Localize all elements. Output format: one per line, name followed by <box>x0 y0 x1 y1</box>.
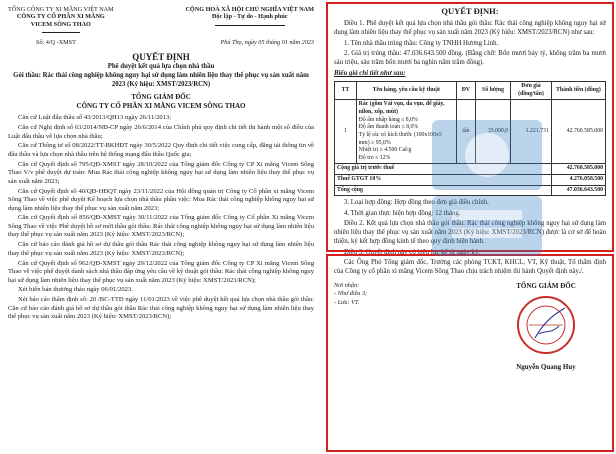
cell-qty: 35.000,0 <box>475 100 510 164</box>
spec-line: Tỷ lệ rác có kích thước (100x100x5 mm) ≥ 95,0% <box>358 131 442 146</box>
basis-paragraph: Xét biên bản thương thảo ngày 06/01/2023. <box>18 286 133 294</box>
col-name: Tên hàng, yêu cầu kỹ thuật <box>356 82 456 100</box>
recipients-title: Nơi nhận: <box>334 282 360 290</box>
recipient-item: - Như điều 3; <box>334 290 368 298</box>
basis-paragraph: Căn cứ Luật đấu thầu số 43/2013/QH13 ngày 26/11/2013; <box>18 114 172 122</box>
spec-line: Nhiệt trị ≥ 4.500 Cal/g <box>358 147 412 154</box>
decision-title: QUYẾT ĐỊNH <box>132 51 190 62</box>
issuer-company: CÔNG TY CỔ PHẦN XI MĂNG VICEM SÔNG THAO <box>76 102 246 111</box>
company-name: CÔNG TY CỔ PHẦN XI MĂNG <box>16 13 105 21</box>
basis-paragraph: Căn cứ Thông tư số 08/2022/TT-BKHĐT ngày 30/5/2022 Quy định chi tiết việc cung cấp, đăng tải thông tin về đấu thầu và lựa chọn nhà thầu trên hệ thống mạng đấu thầu Quốc gia; <box>8 142 314 158</box>
subtotal-value: 42.760.585.000 <box>551 164 605 175</box>
decision-subtitle: Phê duyệt kết quả lựa chọn nhà thầu <box>107 63 215 71</box>
article-2: Điều 2. Kết quả lựa chọn nhà thầu gói thầu: Rác thải công nghiệp không nguy hại sử dụng làm nhiên liệu thay thế phục vụ sản xuất năm 2023 (Ký hiệu: XMST/2023/RCN) được là cơ sở để hoàn thiện, ký kết hợp đồng kinh tế theo quy định hiện hành. <box>334 220 606 246</box>
highlight-frame-bottom <box>326 254 614 452</box>
article-1: Điều 1. Phê duyệt kết quả lựa chọn nhà thầu gói thầu: Rác thải công nghiệp không nguy hại sử dụng làm nhiên liệu thay thế phục vụ sản xuất năm 2023 (Ký hiệu: XMST/2023/RCN) như sau: <box>334 20 606 37</box>
legal-basis <box>8 114 314 322</box>
signer-role: TỔNG GIÁM ĐỐC <box>516 282 576 291</box>
contract-type: 3. Loại hợp đồng: Hợp đồng theo đơn giá điều chỉnh. <box>344 199 489 207</box>
underline-rule <box>215 25 285 26</box>
nation-motto: Độc lập - Tự do - Hạnh phúc <box>211 13 288 21</box>
nation-title: CỘNG HOÀ XÃ HỘI CHỦ NGHĨA VIỆT NAM <box>185 6 314 13</box>
cell-price: 1.221.731 <box>511 100 552 164</box>
decision-heading: QUYẾT ĐỊNH: <box>441 6 499 16</box>
table-caption: Biểu giá chi tiết như sau: <box>334 70 406 78</box>
grand-total-value: 47.036.643.500 <box>551 185 605 196</box>
cell-total: 42.760.585.000 <box>551 100 605 164</box>
national-motto-block <box>185 6 314 36</box>
spec-line: Độ ẩm nhập hàng ≤ 8,0% <box>358 116 418 123</box>
col-price: Đơn giá (đồng/tấn) <box>511 82 552 100</box>
basis-paragraph: Căn cứ Quyết định số 795/QĐ-XMST ngày 28/10/2022 của Tổng giám đốc Công ty CP Xi măng Vicem Sông Thao V/v phê duyệt dự toán: Mua Rác thải công nghiệp không nguy hại sử dụng làm nhiên liệu thay thế phục vụ sản xuất năm 2023; <box>8 160 314 185</box>
article-3-detail: Các Ông Phó Tổng giám đốc, Trưởng các phòng TCKT, KHCL, VT, Kỹ thuật, Tổ thẩm định của Công ty cổ phần xi măng Vicem Sông Thao chịu trách nhiệm thi hành Quyết định này./. <box>334 259 606 276</box>
parent-org: TỔNG CÔNG TY XI MĂNG VIỆT NAM <box>8 6 114 13</box>
basis-paragraph: Căn cứ Quyết định số 40/QĐ-HĐQT ngày 23/11/2022 của Hội đồng quản trị Công ty Cổ phần xi măng Vicem Sông Thao về việc phê duyệt Kế hoạch lựa chọn nhà thầu phần việc: Mua Rác thải công nghiệp không nguy hại sử dụng làm nhiên liệu thay thế phục vụ sản xuất năm 2023; <box>8 187 314 212</box>
col-tt: TT <box>335 82 357 100</box>
package-name: Gói thầu: Rác thải công nghiệp không nguy hại sử dụng làm nhiên liệu thay thế phục vụ sản xuất năm 2023 (Ký hiệu: XMST/2023/RCN) <box>13 71 309 88</box>
basis-paragraph: Căn cứ Quyết định số 962/QĐ-XMST ngày 29/12/2022 của Tổng giám đốc Công ty CP Xi măng Vicem Sông Thao về việc phê duyệt danh sách nhà thầu đáp ứng yêu cầu về kỹ thuật gói thầu: Rác thải công nghiệp không nguy hại sử dụng làm nhiên liệu thay thế phục vụ sản xuất năm 2023 (Ký hiệu: XMST/2023/RCN); <box>8 259 314 284</box>
grand-total-label: Tổng cộng <box>335 185 552 196</box>
item-name: Rác (gồm Vải vụn, da vụn, đế giày, nilon, xốp, mút) <box>358 101 445 115</box>
highlight-frame-top <box>326 2 614 252</box>
basis-paragraph: Căn cứ Quyết định số 856/QĐ-XMST ngày 30/11/2022 của Tổng giám đốc Công ty Cổ phần Xi măng Vicem Sông Thao về việc Phê duyệt hồ sơ mời thầu gói thầu: Rác thải công nghiệp không nguy hại sử dụng làm nhiên liệu thay thế phục vụ sản xuất năm 2023 (Ký hiệu: XMST/2023/RCN); <box>8 214 314 239</box>
cell-tt: 1 <box>335 100 357 164</box>
signer-name: Nguyễn Quang Huy <box>516 362 576 371</box>
company-name-2: VICEM SÔNG THAO <box>30 20 91 28</box>
col-qty: Số lượng <box>475 82 510 100</box>
vat-label: Thuế GTGT 10% <box>335 175 552 186</box>
issuer-role: TỔNG GIÁM ĐỐC <box>131 93 191 102</box>
subtotal-label: Cộng giá trị trước thuế <box>335 164 552 175</box>
document-header <box>8 6 314 36</box>
decision-page-1 <box>2 2 320 452</box>
vat-value: 4.276.058.500 <box>551 175 605 186</box>
underline-rule <box>42 32 80 33</box>
issuer-block <box>8 6 114 36</box>
basis-paragraph: Căn cứ Nghị định số 63/2014/NĐ-CP ngày 26/6/2014 của Chính phủ quy định chi tiết thi hành một số điều của Luật đấu thầu về lựa chọn nhà thầu; <box>8 124 314 140</box>
recipient-item: - Lưu: VT. <box>334 298 360 306</box>
basis-paragraph: Xét báo cáo thẩm định số: 20 /BC-TTĐ ngày 11/01/2023 về việc phê duyệt kết quả lựa chọn nhà thầu gói thầu: Căn cứ báo cáo đánh giá hồ sơ dự thầu gói thầu Rác thải công nghiệp không nguy hại sử dụng làm nhiên liệu thay thế phục vụ sản xuất năm 2023 (Ký hiệu: XMST/2023/RCN); <box>8 296 314 321</box>
basis-paragraph: Căn cứ báo cáo đánh giá hồ sơ dự thầu gói thầu Rác thải công nghiệp không nguy hại sử dụng làm nhiên liệu thay thế phục vụ sản xuất năm 2023 (Ký hiệu: XMST/2023/RCN); <box>8 241 314 257</box>
place-date: Phú Thọ, ngày 05 tháng 01 năm 2023 <box>220 38 314 46</box>
winning-price: 2. Giá trị trúng thầu: 47.036.643.500 đồng. (Bằng chữ: Bốn mươi bảy tỷ, không trăm ba mươi sáu triệu, sáu trăm bốn mươi ba nghìn năm trăm đồng). <box>334 50 606 67</box>
col-total: Thành tiền (đồng) <box>551 82 605 100</box>
cell-unit: tấn <box>456 100 475 164</box>
contract-duration: 4. Thời gian thực hiện hợp đồng: 12 tháng. <box>344 209 461 217</box>
winning-contractor: 1. Tên nhà thầu trúng thầu: Công ty TNHH Hương Linh. <box>344 39 499 47</box>
number-date-row <box>8 39 314 47</box>
article-3: Điều 3. Quyết định này có hiệu lực kể từ ngày ký. <box>344 248 480 256</box>
document-number: Số: 4/Q -XMST <box>36 38 76 46</box>
spec-line: Độ ẩm thanh toán ≤ 8,0% <box>358 124 419 131</box>
spec-line: Độ tro ≤ 12% <box>358 154 391 161</box>
col-unit: ĐV <box>456 82 475 100</box>
